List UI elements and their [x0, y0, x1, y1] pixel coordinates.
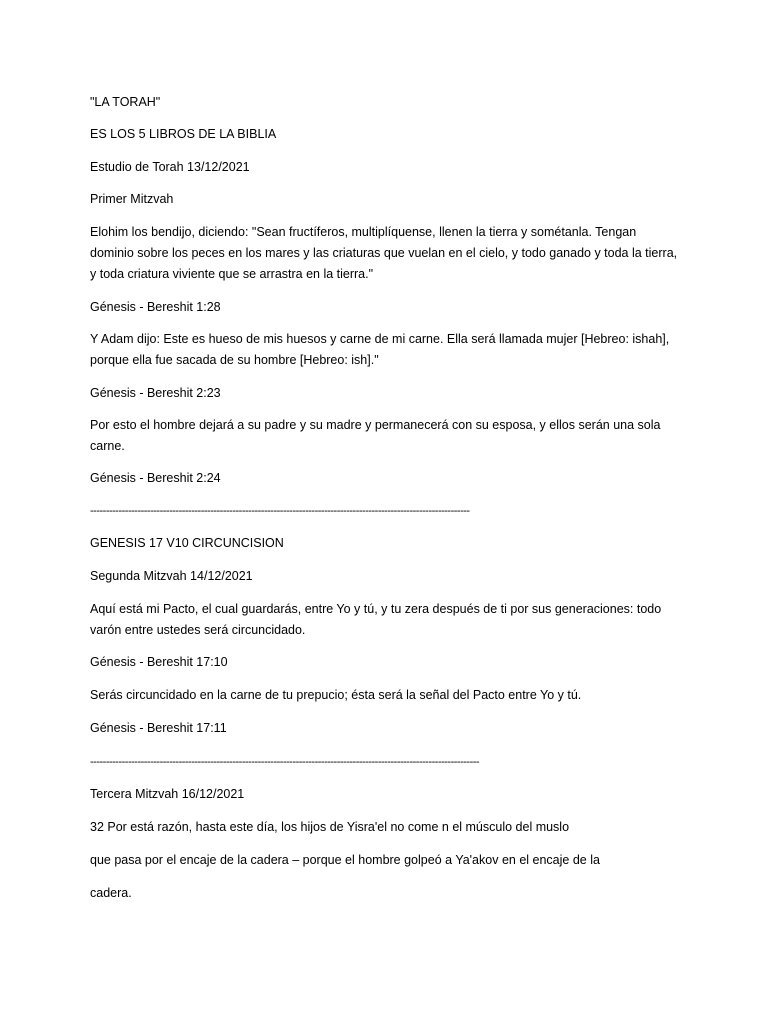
- mitzvah1-verse1-text: Elohim los bendijo, diciendo: "Sean fructíferos, multiplíquense, llenen la tierra y sométanla. Tengan dominio sobre los peces en los mares y las criaturas que vuelan en el cielo, y todo ganado y toda la tierra, y toda criatura viviente que se arrastra en la tierra.": [90, 225, 678, 281]
- mitzvah1-verse3-ref: Génesis - Bereshit 2:24: [90, 471, 221, 485]
- mitzvah1-verse2-ref: Génesis - Bereshit 2:23: [90, 386, 221, 400]
- document-subtitle: ES LOS 5 LIBROS DE LA BIBLIA: [90, 127, 277, 141]
- mitzvah2-verse1-text: Aquí está mi Pacto, el cual guardarás, entre Yo y tú, y tu zera después de ti por sus generaciones: todo varón entre ustedes será circuncidado.: [90, 602, 662, 637]
- mitzvah2-section-title: GENESIS 17 V10 CIRCUNCISION: [90, 536, 284, 550]
- mitzvah1-verse2-text: Y Adam dijo: Este es hueso de mis huesos y carne de mi carne. Ella será llamada mujer [Hebreo: ishah], porque ella fue sacada de su hombre [Hebreo: ish].": [90, 332, 670, 367]
- mitzvah1-verse3-text: Por esto el hombre dejará a su padre y su madre y permanecerá con su esposa, y ellos serán una sola carne.: [90, 418, 661, 453]
- section-separator: ---------------------------------------------------------------------------------------------------------------------------: [90, 756, 480, 768]
- mitzvah1-heading: Primer Mitzvah: [90, 192, 174, 206]
- mitzvah2-verse1-ref: Génesis - Bereshit 17:10: [90, 655, 228, 669]
- document-title: "LA TORAH": [90, 95, 161, 109]
- mitzvah2-verse2-ref: Génesis - Bereshit 17:11: [90, 721, 227, 735]
- section-separator: ------------------------------------------------------------------------------------------------------------------------: [90, 505, 470, 517]
- mitzvah3-line3: cadera.: [90, 886, 132, 900]
- mitzvah2-verse2-text: Serás circuncidado en la carne de tu prepucio; ésta será la señal del Pacto entre Yo y tú.: [90, 688, 582, 702]
- mitzvah1-verse1-ref: Génesis - Bereshit 1:28: [90, 300, 221, 314]
- mitzvah3-line1: 32 Por está razón, hasta este día, los hijos de Yisra'el no come n el músculo del muslo: [90, 820, 570, 834]
- mitzvah3-heading: Tercera Mitzvah 16/12/2021: [90, 787, 245, 801]
- study-heading: Estudio de Torah 13/12/2021: [90, 160, 250, 174]
- mitzvah2-heading: Segunda Mitzvah 14/12/2021: [90, 569, 253, 583]
- mitzvah3-line2: que pasa por el encaje de la cadera – porque el hombre golpeó a Ya'akov en el encaje de la: [90, 853, 600, 867]
